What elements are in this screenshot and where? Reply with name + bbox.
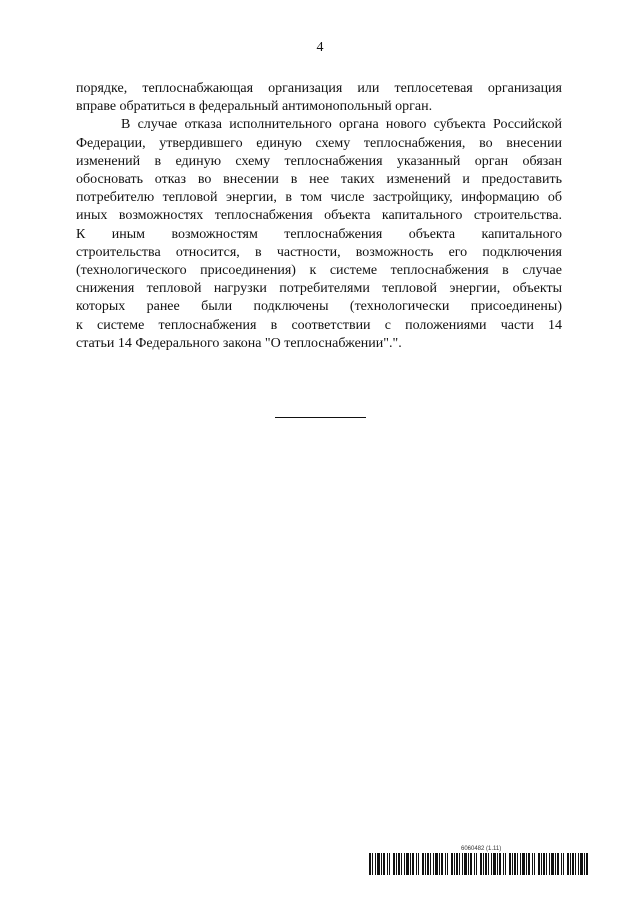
barcode-bar — [398, 853, 400, 875]
barcode-bar — [372, 853, 373, 875]
barcode-bar — [483, 853, 484, 875]
text-line: к системе теплоснабжения в соответствии с положениями части 14 — [76, 317, 562, 333]
text-line: обосновать отказ во внесении в нее таких изменений и предоставить — [76, 172, 562, 188]
text-line: вправе обратиться в федеральный антимонопольный орган. — [76, 99, 433, 115]
barcode-bar — [439, 853, 440, 875]
barcode-bar — [534, 853, 535, 875]
barcode-bar — [480, 853, 482, 875]
barcode-bar — [389, 853, 390, 875]
barcode-bar — [557, 853, 559, 875]
barcode-bar — [468, 853, 469, 875]
barcode-bar — [586, 853, 588, 875]
text-line: В случае отказа исполнительного органа нового субъекта Российской — [121, 117, 562, 133]
barcode-bar — [412, 853, 414, 875]
text-line: которых ранее были подключены (технологически присоединены) — [76, 299, 562, 315]
page-number: 4 — [316, 40, 324, 55]
document-body — [76, 80, 562, 353]
barcode-bar — [555, 853, 556, 875]
barcode-bar — [456, 853, 458, 875]
barcode-bar — [485, 853, 487, 875]
barcode-bar — [538, 853, 540, 875]
text-line: статьи 14 Федерального закона "О теплоснабжении".". — [76, 335, 402, 351]
barcode-bar — [488, 853, 489, 875]
barcode-bar — [474, 853, 475, 875]
text-line: строительства относится, в частности, возможность его подключения — [76, 244, 562, 260]
barcode-bar — [451, 853, 453, 875]
barcode-bar — [584, 853, 585, 875]
barcode-bar — [580, 853, 583, 875]
barcode-bar — [541, 853, 542, 875]
barcode-bar — [543, 853, 545, 875]
barcode-bar — [520, 853, 521, 875]
barcode-bar — [445, 853, 446, 875]
text-line: снижения тепловой нагрузки потребителями тепловой энергии, объекты — [76, 281, 562, 297]
paragraph — [76, 80, 562, 116]
text-line: потребителю тепловой энергии, в том числе застройщику, информацию об — [76, 190, 562, 206]
text-line: К иным возможностям теплоснабжения объекта капитального — [76, 226, 562, 242]
barcode-bar — [369, 853, 371, 875]
barcode-bar — [464, 853, 467, 875]
text-line: (технологического присоединения) к системе теплоснабжения в случае — [76, 263, 562, 279]
barcode — [369, 853, 590, 875]
barcode-bar — [377, 853, 380, 875]
barcode-bar — [551, 853, 554, 875]
barcode-bar — [561, 853, 562, 875]
barcode-bar — [401, 853, 402, 875]
barcode-bar — [549, 853, 550, 875]
barcode-bar — [570, 853, 571, 875]
barcode-bar — [509, 853, 511, 875]
barcode-bar — [522, 853, 525, 875]
barcode-bar — [503, 853, 504, 875]
barcode-bar — [422, 853, 424, 875]
barcode-bar — [546, 853, 547, 875]
paragraph — [76, 116, 562, 353]
barcode-bar — [383, 853, 385, 875]
barcode-bar — [459, 853, 460, 875]
text-line: иных возможностях теплоснабжения объекта капитального строительства. — [76, 208, 562, 224]
barcode-bar — [462, 853, 463, 875]
barcode-bar — [427, 853, 429, 875]
barcode-bar — [517, 853, 518, 875]
barcode-bar — [572, 853, 574, 875]
barcode-bar — [563, 853, 564, 875]
barcode-bar — [430, 853, 431, 875]
barcode-bar — [393, 853, 395, 875]
text-line: порядке, теплоснабжающая организация или теплосетевая организация — [76, 81, 562, 96]
barcode-bar — [528, 853, 530, 875]
barcode-bar — [425, 853, 426, 875]
barcode-bar — [505, 853, 506, 875]
barcode-bar — [514, 853, 516, 875]
barcode-bar — [470, 853, 472, 875]
barcode-bar — [433, 853, 434, 875]
barcode-bar — [526, 853, 527, 875]
barcode-bar — [375, 853, 376, 875]
barcode-bar — [416, 853, 417, 875]
barcode-bar — [381, 853, 382, 875]
barcode-bar — [567, 853, 569, 875]
barcode-bar — [396, 853, 397, 875]
barcode-bar — [512, 853, 513, 875]
barcode-bar — [404, 853, 405, 875]
barcode-bar — [491, 853, 492, 875]
barcode-bar — [454, 853, 455, 875]
barcode-bar — [497, 853, 498, 875]
barcode-bar — [441, 853, 443, 875]
barcode-bar — [435, 853, 438, 875]
separator-line — [275, 417, 366, 418]
barcode-bar — [418, 853, 419, 875]
barcode-bar — [493, 853, 496, 875]
barcode-number: 6060482 (1.11) — [461, 846, 502, 852]
barcode-bar — [410, 853, 411, 875]
barcode-bar — [406, 853, 409, 875]
barcode-bar — [499, 853, 501, 875]
barcode-bar — [447, 853, 448, 875]
barcode-bar — [532, 853, 533, 875]
barcode-bar — [578, 853, 579, 875]
text-line: изменений в единую схему теплоснабжения указанный орган обязан — [76, 153, 562, 169]
barcode-bar — [575, 853, 576, 875]
barcode-bar — [387, 853, 388, 875]
text-line: Федерации, утвердившего единую схему теплоснабжения, во внесении — [76, 135, 562, 151]
barcode-bar — [476, 853, 477, 875]
